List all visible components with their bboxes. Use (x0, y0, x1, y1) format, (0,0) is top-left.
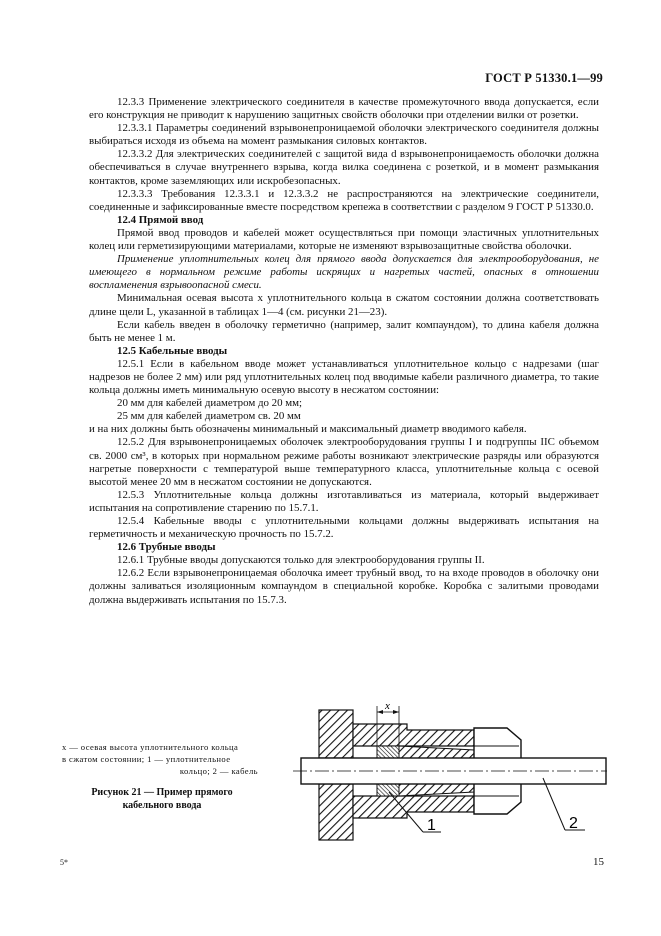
pressing-sleeve-top (399, 746, 474, 758)
dimension-x-label: x (385, 700, 390, 712)
paragraph: Если кабель введен в оболочку герметично (например, залит компаундом), то длина кабеля должна быть не менее 1 м. (89, 318, 599, 344)
paragraph: и на них должны быть обозначены минимальный и максимальный диаметр вводимого кабеля. (89, 423, 527, 436)
paragraph: 20 мм для кабелей диаметром до 20 мм; (117, 397, 303, 410)
paragraph: 12.3.3.1 Параметры соединений взрывонепроницаемой оболочки электрического соединителя должны выбираться исходя из объема на момент размыкания силовых контактов. (89, 122, 599, 148)
legend-line: в сжатом состоянии; 1 — уплотнительное (62, 754, 231, 764)
cable-entry-drawing (289, 700, 609, 850)
page-number: 15 (593, 856, 604, 868)
paragraph: 12.6.1 Трубные вводы допускаются только для электрооборудования группы II. (117, 554, 485, 567)
figure-caption (72, 787, 252, 812)
document-header: ГОСТ Р 51330.1—99 (485, 71, 603, 85)
caption-line: кабельного ввода (122, 799, 202, 811)
paragraph: 12.3.3.3 Требования 12.3.3.1 и 12.3.3.2 не распространяются на электрические соединители, соединенные и зафиксированные вместе посредством крепежа в соответствии с разделом 9 ГОСТ Р 51330.0. (89, 187, 599, 213)
paragraph: 12.5.4 Кабельные вводы с уплотнительными кольцами должны выдерживать испытания на герметичность и механическую прочность по 15.7.2. (89, 515, 599, 541)
enclosure-wall-bottom (319, 784, 353, 840)
callout-2-leader (543, 778, 565, 830)
paragraph: Прямой ввод проводов и кабелей может осуществляться при помощи эластичных уплотнительных колец или герметизирующими материалами, которые не изменяют взрывозащитные свойства оболочки. (89, 226, 599, 253)
pressing-sleeve-bottom (399, 784, 474, 796)
paragraph: 12.5.2 Для взрывонепроницаемых оболочек электрооборудования группы I и подгруппы IIC объемом св. 2000 см³, в которых при нормальном режиме работы возникают электрические разряды или образуются нагретые поверхности с температурой выше температурного класса, уплотнительные кольца с осевой высотой менее 20 мм в несжатом состоянии не допускаются. (89, 436, 599, 488)
paragraph: 12.6.2 Если взрывонепроницаемая оболочка имеет трубный ввод, то на входе проводов в оболочку они должны заливаться изоляционным компаундом в специальной коробке. Коробка с залитыми проводами должна выдерживать испытания по 15.7.3. (89, 567, 599, 606)
paragraph: 12.3.3.2 Для электрических соединителей с защитой вида d взрывонепроницаемость оболочки должна обеспечиваться в случае внутреннего взрыва, когда вилка соединена с розеткой, и в момент размыкания контактов, кроме заземляющих или искробезопасных. (89, 148, 599, 187)
paragraph: 12.3.3 Применение электрического соединителя в качестве промежуточного ввода допускается, если его конструкция не приводит к нарушению защитных свойств оболочки при отделении вилки от розетки. (89, 96, 599, 122)
paragraph: 12.5.1 Если в кабельном вводе может устанавливаться уплотнительное кольцо с надрезами (шаг надрезов не более 2 мм) или ряд уплотнительных колец под вводимые кабели различного диаметра, то такие кольца должны иметь минимальную осевую высоту в несжатом состоянии: (89, 357, 599, 397)
paragraph: Минимальная осевая высота x уплотнительного кольца в сжатом состоянии должна соответствовать длине щели L, указанной в таблицах 1—4 (см. рисунки 21—23). (89, 292, 599, 318)
caption-line: Рисунок 21 — Пример прямого (91, 787, 233, 798)
section-heading: 12.4 Прямой ввод (117, 213, 204, 226)
footer-left-mark: 5* (60, 858, 68, 867)
callout-1-label: 1 (427, 817, 436, 834)
sealing-ring-top (377, 746, 399, 758)
main-text-body (89, 96, 599, 607)
enclosure-wall-top (319, 710, 353, 758)
paragraph: 12.5.3 Уплотнительные кольца должны изготавливаться из материала, который выдерживает испытания на сопротивление старению по 15.7.1. (89, 488, 599, 514)
callout-2-label: 2 (569, 815, 578, 832)
sealing-ring-bottom (377, 784, 399, 796)
section-heading: 12.5 Кабельные вводы (117, 344, 228, 357)
legend-line: x — осевая высота уплотнительного кольца (62, 742, 239, 752)
section-heading: 12.6 Трубные вводы (117, 541, 216, 554)
paragraph: 25 мм для кабелей диаметром св. 20 мм (117, 410, 301, 423)
note-paragraph: Применение уплотнительных колец для прямого ввода допускается для электрооборудования, не имеющего в нормальном режиме работы искрящих и нагретых частей, опасных в отношении воспламенения взрывоопасной смеси. (89, 253, 599, 292)
gland-body-bottom (353, 796, 474, 818)
gland-body-top (353, 724, 474, 746)
legend-line: кольцо; 2 — кабель (179, 766, 258, 776)
figure-legend (62, 741, 258, 777)
